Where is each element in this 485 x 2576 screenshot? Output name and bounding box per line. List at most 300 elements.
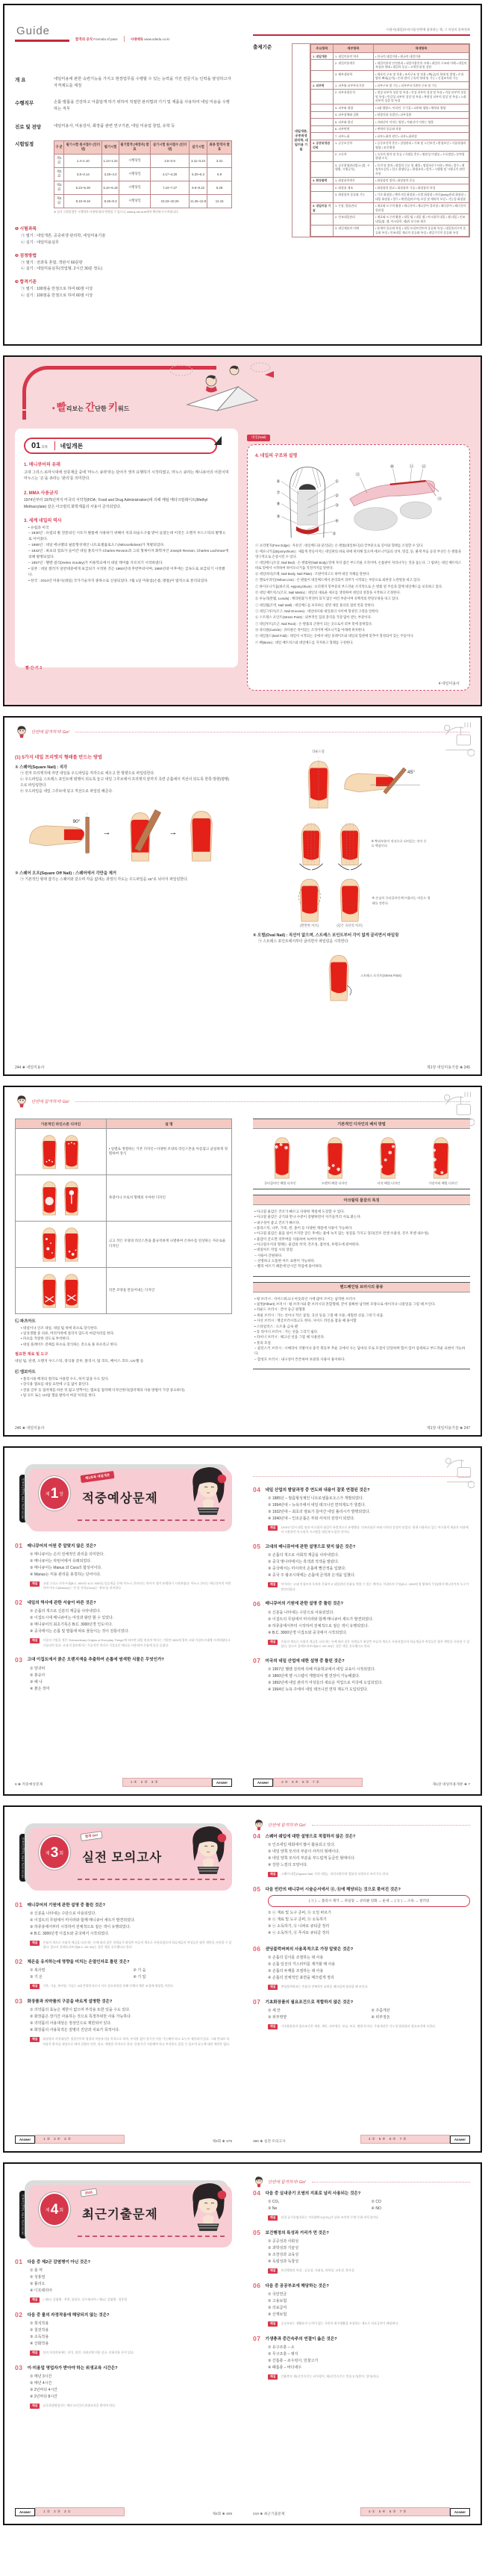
question-block: 06 다음 중 공공부조에 해당하는 것은? ① 국민연금 ② 고용보험 ③ 의료급여 ④ 산재보험 해설 공공부조는 생활유지 능력이 없는 국민의 최저생활을 보장하는 제도로 의료급여가 해당된다. — [253, 2282, 470, 2327]
svg-text:✽: ✽ — [387, 1151, 392, 1157]
question-option: ① 세 안 — [268, 2009, 281, 2013]
question-option: ② 성홍열 — [30, 2275, 46, 2280]
nail-structure-side-diagram — [345, 463, 442, 538]
woman-illustration — [187, 1463, 231, 1516]
question-option: ① 신분을 나타내는 수단으로 사용되었다. — [268, 1610, 334, 1615]
explanation-tag: 해설 — [30, 2404, 40, 2409]
dotted-rule — [75, 1101, 470, 1102]
topic-2-title: 2. MMA 사용금지 — [24, 491, 58, 496]
brush-heading: 핸드페인팅 브러시의 종류 — [253, 1282, 470, 1292]
brand-pass: 합격의 공식 Formula of pass — [75, 37, 118, 41]
question-option: ① 복사열 — [30, 1968, 46, 1973]
acrylic-line: • 아크릴수지의 형태는 물감의 착색, 건조성, 접착성, 투명도에 관여한다. — [254, 1242, 360, 1247]
history-line: • 일본 : 네일 컬러가 일반대중에게 보급되기 시작한 것은 1960년대 후반부터이며, 1980년대 이후에는 급속도로 보급되기 시작했다. — [28, 567, 225, 577]
svg-text:⑨: ⑨ — [275, 514, 280, 520]
criteria-table-row: 3. 공중위생관리학 1. 공중보건학 • 공중보건학 총론 • 질병관리 • 가족 및 노인보건 • 환경보건 • 식품위생과 영양 • 보건행정 — [311, 140, 469, 151]
schedule-table-row: 제2회 3.8~3.14 3.25~4.2 시행당일 4.17~4.20 5.20~6.2 6.9 — [54, 167, 232, 181]
question-block: 04 다음 중 실내공기 오염의 지표로 널리 사용되는 것은? ① CO₂ ② CO ③ Ne ④ NO 해설 실내 공기오염지표는 이산화탄소(CO₂)가 널리 쓰이며 무색·무취·비독성이다. — [253, 2189, 470, 2221]
topic-3-title: 3. 세계 네일의 역사 — [24, 519, 62, 523]
criteria-table-row: 2. 인조네일관리 • 재료와 도구의 활용 • 네일 팁 • 네일 랩 • 아크릴릭 네일 • 젤 네일 • 인조네일(팁, 랩, 아크릴릭, 젤)의 보수와 제거 — [311, 214, 469, 225]
anatomy-item: ⓑ 에포니키움(Eponychium) : 새롭게 만들어지는 네일판의 바로 위에 위치해 있으며 에포니키움의 상처, 벗김, 뜯, 붉게 부음 등의 부상은 손·발톱을 영구적으로 손상시킬 수 있다. — [255, 549, 462, 559]
question-block: 05 보건행정의 특성과 거리가 먼 것은? ① 공공성과 사회성 ② 과학성과 기술성 ③ 조장성과 교육성 ④ 독립성과 독창성 해설 보건행정의 특성 : 공공성, 사회성, 과학성, 교육성, 봉사성 — [253, 2229, 470, 2274]
question-block: 04 네일 산업의 발달과정 중 연도와 내용이 잘못 연결된 것은? ① 1885년 – 필름형성제인 니트로셀룰로오스가 개발되었다. ② 1994년대 – 뉴욕주에서 네일 테크니션 면허제도가 생겼다. ③ 1932년대 – 최초의 염료가 들어간 네일 폴리시가 발명되었다. ④ 1940년대 – 인조손톱은 부와 사치의 상징이 되었다. 해설 1970년 당시 네일 팁과 아크릴릭 네일이 폭발적으로 유행했다. 인조손톱은 부와 사치의 상징이 되었다. 현재 사용하고 있는 아크릴릭 제품은 치과에서 사용하던 아크릴릭 시스템을 네일에 도입한 것이다. — [253, 1486, 470, 1534]
woman-illustration — [187, 1822, 231, 1876]
criteria-table-row: 3. 피부와 영양 • 3대 영양소, 비타민, 무기질 • 피부와 영양 • 체형과 영양 — [311, 105, 469, 111]
anatomy-item: ⓗ 루눌라(반월, Lunula) : 케라틴화가 완전히 되지 않은 여린 부분이며 유백색의 반달모양을 띠고 있다. — [255, 597, 399, 601]
explanation-tag: 해설 — [30, 1638, 40, 1643]
anatomy-item: ⓜ 큐티클(Cuticle) : 큐티클은 죽어있는 조직이며 에포니키움 아래에 위치한다. — [255, 628, 366, 632]
chapter-title: 네일개론 — [60, 442, 84, 449]
spread-freeedge — [3, 716, 482, 1076]
spread-mock-exam — [3, 1805, 482, 2153]
embo-art-line: • 장식용 엠보를 네일 표면에 구김 없이 붙인다. — [21, 1382, 90, 1387]
criteria-table-row: 5. 네일미용 기술 1. 손톱, 발톱관리 • 재료와 도구의 활용 • 매니큐어 • 매니큐어 컬러링 • 페디큐어 • 페디큐어 컬러링 — [311, 202, 469, 214]
side-tab: 미용사(네일)·Nail Technician — [19, 1834, 27, 1882]
svg-text:①: ① — [334, 479, 339, 484]
acrylic-section — [253, 1195, 470, 1277]
explanation-tag: 해설 — [268, 2321, 278, 2327]
acrylic-line: • 플라스틱, 나무, 가죽, 천, 종이 등 다양한 재질에 사용이 가능하다. — [254, 1226, 353, 1231]
criteria-table-row: 2. 피부유형분석 • 정상 피부의 성상 및 특징 • 건성 피부의 성상 및 특징 • 지성 피부의 성상 및 특징 • 민감성 피부의 성상 및 특징 • 복합성 피부의 성상 및 특징 • 노화 피부의 성상 및 특징 — [311, 89, 469, 104]
svg-text:✽: ✽ — [433, 1168, 437, 1173]
fold-corner — [214, 436, 222, 445]
banner-title: 최근기출문제 — [82, 2208, 158, 2221]
placement-caption: 가장자리 배열 디자인 — [428, 1181, 457, 1185]
question-option: ② 1994년대 – 뉴욕주에서 네일 테크니션 면허제도가 생겼다. — [268, 1503, 366, 1508]
past-left-page — [4, 2164, 242, 2524]
finger-file-45-figure — [342, 756, 424, 803]
spread-expected-questions — [3, 1446, 482, 1796]
brush-line: • 롱 라이너 브러시 : 가는 선을 그리기 쉽다. — [254, 1329, 319, 1334]
question-option: ① 양귀비 — [30, 1666, 46, 1671]
anatomy-item: ⓒ 네일베드(조상, Nail Bed) : 손·발톱판(Nail Body) 밑에 자리 잡은 부드러운 조직이며, 손톱판이 자라나가는 것을 돕는다. 그 범위는 네일 매트릭스 바로 밑에서 시작하여 하이포니키움 직전까지를 말한다. — [255, 560, 462, 570]
svg-text:✽: ✽ — [337, 1167, 341, 1173]
criteria-table-row: 3. 해부생리학 • 세포의 구조 및 작용 • 조직구조 및 작용 • 뼈(골)의 형태 및 발생 • 손과 발의 뼈대(골격) • 손과 발의 근육의 형태 및 기능 • 신경조직과 기능 — [311, 71, 469, 82]
svg-text:✽: ✽ — [331, 1164, 336, 1169]
question-option: ② ⓐ 재료 및 도구 준비, ⓑ 소독하기 — [268, 1917, 327, 1922]
duty-text: 손톱·발톱을 건강하고 아름답게 하기 위하여 적절한 관리법과 기기 및 제품을 사용하여 네일 미용을 수행하는 직무 — [54, 100, 230, 112]
go-slogan: 단번에 합격하자! Go! — [31, 730, 69, 735]
gentle-curve-figure — [292, 874, 328, 923]
oval-step-1: ㉠ 스트레스 포인트에서부터 굴리면서 파일링을 시작한다. — [258, 940, 349, 944]
svg-text:⑫: ⑫ — [421, 464, 426, 470]
answer-strip-right: 4③ 5④ 6④ 7② Answer — [360, 2135, 470, 2144]
filing-direction-figure-2 — [333, 817, 367, 871]
question-option: ④ 산재보험 — [268, 2312, 287, 2317]
question-block: 06 매니큐어의 기원에 관한 설명 중 틀린 것은? ① 신분을 나타내는 수단으로 사용되었다. ② 이집트의 무덤에서 미이라와 함께 매니큐어 세트가 발견되었다. ③ 하류층에서부터 시작하여 전체적으로 짙은 색이 유행되었다. ④ B.C. 3000년경 이집트와 중국에서 시작되었다. 해설 손톱의 색으로 사회적 계급을 나타내는 등에 따라 짙은 적색류가 최상층 부류의 색으로 사용되었으며 하류계급의 여성들은 옅은 색만을 사용할 수 있었다. 참고로 클레오파트라(B.C. 69~30)는 짙은 색을 선호했다고 한다. — [253, 1599, 470, 1648]
tools-heading: 필요한 재료 및 도구 — [15, 1351, 48, 1357]
explanation-tag: 해설 — [30, 1581, 40, 1587]
spread-guide — [3, 4, 482, 346]
acrylic-line: • 아크릴 물감은 건조가 빠르고 다양한 재질에 도장할 수 있다. — [254, 1210, 345, 1213]
nail-tab-label: 네일(Nail) — [247, 435, 270, 441]
design-left-page — [4, 1110, 242, 1435]
method-section — [15, 252, 232, 273]
answer-strip-left: Answer 1② 2④ 3③ — [15, 2135, 125, 2144]
dotted-rule — [312, 2182, 470, 2183]
deep-curve-caption: (깊은 곡선의 커브) — [337, 924, 363, 927]
banner-dashed-line — [78, 2236, 225, 2237]
parts-art-heading: ㉡ 파츠아트 — [15, 1319, 36, 1324]
overview-row — [15, 76, 232, 89]
exam-schedule-table: 구 분 필기시험 원서접수 (인터넷) 필기시험 필기합격 (예정자) 발표 실기시험 원서접수 (인터넷) 실기시험 최종 합격자 발표 제1회 1.4~1.10 1.14~1.22 시행당일 2.6~2.9 3.11~3.24 3.31 제2회 3.8~3.14 3.25~4.2 시행당일 4.17~4.20 5.20~6.2 6.9 제3회 5.24~5.30 6.10~6.18 시행당일 7.24~7.27 9.9~9.22 9.29 제4회 8.10~8.16 8.26~9.3 시행당일 10.23~10.26 11.25~12.8 12.15 — [54, 140, 232, 208]
question-option: ④ 중국에서는 손톱 및 발톱에 따로 물들이는 것이 전통이었다. — [30, 1629, 129, 1634]
chapter-number: 01 — [31, 441, 41, 450]
question-option: ③ 간흡충 – 쇠우렁이, 민물고기 — [268, 2359, 319, 2363]
woman-illustration — [187, 2179, 231, 2233]
explanation-tag: 해설 — [30, 1941, 40, 1946]
criteria-table-row: 5. 피부와 광선 • 자외선이 미치는 영향 • 적외선이 미치는 영향 — [311, 119, 469, 125]
banner-card — [28, 2185, 232, 2247]
anatomy-item: ⓝ 네일폴드(Nail Fold) : 네일이 시작되는 곳에서 네일 플레이트와 네일의 혈관에 맞추어 형성되어 있는 주름이다. — [255, 634, 414, 638]
cuticle-line-design-nail — [269, 1133, 295, 1180]
anatomy-item: ⓔ 옐로우라인(Yellow Line) : 손·발톱이 네일베드에서 분리되어 피부가 시작되는 부분으로 외관상 노란빛을 띠고 있다. — [255, 578, 421, 582]
svg-text:⑦: ⑦ — [275, 490, 280, 495]
question-option: ③ 소독작용 — [30, 2335, 49, 2339]
question-option: ③ ⓐ 소독하기, ⓑ 니퍼로 큐티클 정리 — [268, 1924, 330, 1929]
paper-airplane-illustration — [165, 358, 277, 418]
guide-header — [15, 25, 232, 42]
stress-point-label: 스트레스 포인트(Stress Point) — [360, 973, 401, 977]
right-header-text: 미용사(네일)자격시험 단번에 합격하는 책, 그 이상의 알짜정보 — [386, 28, 470, 31]
oval-nail-figure — [322, 950, 356, 1002]
question-block: 01 매니큐어의 어원 중 알맞지 않은 것은? ① 매니큐어는 손의 전체적인 관리를 의미한다. ② 매니큐어는 라틴어에서 유래되었다. ③ 매니큐어는 Manus 와 Cura의 합성어이다. ④ Manus는 미용 관리를 총칭하는 단어이다. 해설 고대 그리스·로마시대(B.C. 500년~A.D. 500년) 상류계급 중에 ‘마누스 큐라’라는 단어가 생겨 유행하기 시작하였다. 마누스 큐라는 매니큐어의 어원이며 마누스(Manus)는 ‘손’을 큐라(Cura)는 ‘관리’를 의미한다. — [15, 1542, 231, 1590]
question-block: 03 이·미용업 영업자가 받아야 하는 위생교육 시간은? ① 매년 3시간 ② 매년 4시간 ③ 2년마다 4시간 ④ 2년마다 8시간 해설 공중위생영업자는 매년 3시간의 위생교육을 받아야 한다. — [15, 2364, 232, 2409]
chapter-card — [15, 429, 238, 668]
question-option: ③ 의약품의 사용대상은 정상인으로 제한되어 있다. — [30, 2021, 112, 2026]
question-option: ① 홍 역 — [30, 2268, 43, 2273]
question-option: ③ 기 온 — [30, 1975, 43, 1980]
question-option: ① 손톱의 길이를 조절하는 데 사용 — [268, 1956, 324, 1960]
acrylic-line: • 물감이 굳으면 리무버를 사용하여 녹여야 한다. — [254, 1236, 325, 1241]
svg-text:②: ② — [334, 493, 339, 498]
acrylic-line: – 사용이 간편하다. — [254, 1253, 283, 1257]
question-option: ③ 네일 양쪽 모서리 부분을 부드럽게 둥글린 형태이다. — [268, 1856, 356, 1861]
question-option: ① 국민연금 — [268, 2292, 287, 2297]
expected-right-page — [242, 1448, 481, 1794]
criteria-table-row: 3. 네일제품의 이해 • 용제의 종류와 특성 • 네일 트리트먼트의 종류와 특성 • 네일폴리시의 종류와 특성 • 인조네일 재료의 종류와 특성 • 네일기기의 종류와 특성 — [311, 225, 469, 236]
subjects-line: ㉠ 필기 : 네일개론, 공중위생 관리학, 네일미용기술 — [21, 233, 106, 238]
criteria-table: 주요항목 세부항목 세세항목 1. 네일개론 1. 네일미용의 역사 • 한국의 네일미용 • 외국의 네일미용 2. 네일미용개론 • 네일미용의 안전관리 • 네일미용인의 자세 • 네일의 구조와 이해 • 네일의 특성과 형태 • 네일의 분류 • 고객응대 및 상담 3. 해부생리학 • 세포의 구조 및 작용 • 조직구조 및 작용 • 뼈(골)의 형태 및 발생 • 손과 발의 뼈대(골격) • 손과 발의 근육의 형태 및 기능 • 신경조직과 기능 2. 피부학 1. 피부와 피부부속기관 • 피부구조 및 기능 • 피부부속기관의 구조 및 기능 2. 피부유형분석 • 정상 피부의 성상 및 특징 • 건성 피부의 성상 및 특징 • 지성 피부의 성상 및 특징 • 민감성 피부의 성상 및 특징 • 복합성 피부의 성상 및 특징 • 노화 피부의 성상 및 특징 3. 피부와 영양 • 3대 영양소, 비타민, 무기질 • 피부와 영양 • 체형과 영양 4. 피부장애와 질환 • 원발진과 속발진 • 피부질환 5. 피부와 광선 • 자외선이 미치는 영향 • 적외선이 미치는 영향 6. 피부면역 • 면역의 종류와 작용 7. 피부노화 • 피부노화의 원인 • 피부노화현상 3. 공중위생관리학 1. 공중보건학 • 공중보건학 총론 • 질병관리 • 가족 및 노인보건 • 환경보건 • 식품위생과 영양 • 보건행정 2. 소독학 • 소독의 정의 및 분류 • 미생물 총론 • 병원성 미생물 • 소독방법 • 분야별 위생·소독 3. 공중위생관리법규 (법, 시행령, 시행규칙) • 목적 및 정의 • 영업의 신고 및 폐업 • 영업자준수사항 • 면허 • 업무 • 행정지도감독 • 업소 위생등급 • 위생교육 • 벌칙 • 시행령 및 시행규칙 관련 사항 4. 화장품학 1. 화장품학개론 • 화장품의 정의 • 화장품의 분류 2. 화장품 제조 • 화장품의 원료 • 화장품의 기술 • 화장품의 특성 3. 화장품의 종류와 기능 • 기초 화장품 • 메이크업 화장품 • 모발 화장품 • 바디(body)관리 화장품 • 네일 화장품 • 향수 • 에센셜(아로마) 오일 및 캐리어 오일 • 기능성 화장품 5. 네일미용 기술 1. 손톱, 발톱관리 • 재료와 도구의 활용 • 매니큐어 • 매니큐어 컬러링 • 페디큐어 • 페디큐어 컬러링 2. 인조네일관리 • 재료와 도구의 활용 • 네일 팁 • 네일 랩 • 아크릴릭 네일 • 젤 네일 • 인조네일(팁, 랩, 아크릴릭, 젤)의 보수와 제거 3. 네일제품의 이해 • 용제의 종류와 특성 • 네일 트리트먼트의 종류와 특성 • 네일폴리시의 종류와 특성 • 인조네일 재료의 종류와 특성 • 네일기기의 종류와 특성 — [310, 44, 469, 237]
round-note-1: ※ 뿌리부분이 직선으로 되어있는 것이 중요 핵심이다. — [371, 839, 427, 847]
brush-line: – 합성모 브러시 : 내구성이 튼튼하여 보관과 사용이 용이하다. — [254, 1357, 345, 1361]
question-option: ② 이집트시대 매니큐어는 여성과 왕만 할 수 있었다. — [30, 1616, 114, 1621]
page-footer-right: 380 ❀ 실전 모의고사 — [253, 2140, 286, 2144]
career-row — [15, 123, 232, 130]
svg-text:✽: ✽ — [439, 1171, 444, 1176]
question-option: ② CO — [371, 2200, 381, 2204]
schedule-table-row: 제1회 1.4~1.10 1.14~1.22 시행당일 2.6~2.9 3.11~3.24 3.31 — [54, 154, 232, 167]
history-line: • 유럽과 미국 — [28, 526, 49, 530]
question-block: 01 매니큐어의 기원에 관한 설명 중 틀린 것은? ① 신분을 나타내는 수단으로 사용되었다. ② 이집트의 무덤에서 미이라와 함께 매니큐어 세트가 발견되었다. ③ 하류층에서부터 시작하여 전체적으로 짙은 색이 유행되었다. ④ B.C. 3000년경 이집트와 중국에서 시작되었다. 해설 손톱의 색으로 사회적 계급을 나타내는 등에 따라 짙은 적색류가 최상층 부류의 색으로 사용되었으며 하류계급의 여성들은 옅은 색만을 사용할 수 있었다. 참고로 클레오파트라(B.C. 69~30)는 짙은 색을 선호했다고 한다. — [15, 1901, 232, 1950]
question-option: ④ 2년마다 8시간 — [30, 2395, 57, 2399]
nail-slanted-file-figure — [116, 803, 165, 862]
duty-row — [15, 99, 232, 112]
square-step-3: ㉢ 우드파일을 네일 그루브에 넣고 직선으로 파일링 해준다. — [20, 790, 113, 794]
round-tag: 합격 Go! — [80, 1831, 102, 1841]
question-option: ① 인조네일 대회에서 많이 활용되고 있다. — [268, 1843, 336, 1847]
spread-past-exam — [3, 2162, 482, 2525]
svg-text:✽: ✽ — [432, 1148, 436, 1154]
svg-text:45°: 45° — [407, 769, 415, 775]
svg-text:✽: ✽ — [284, 1145, 289, 1151]
question-option: ① 의약품의 효능은 제한이 없으며 부작용 또한 있을 수도 있다. — [30, 2008, 131, 2013]
question-option: ② 기 습 — [133, 1968, 146, 1973]
svg-text:✽: ✽ — [391, 1145, 395, 1150]
question-option: ③ 1932년대 – 최초의 염료가 들어간 네일 폴리시가 발명되었다. — [268, 1510, 371, 1514]
question-block: 04 스퀘어 쉐입에 대한 설명으로 적절하지 않은 것은? ① 인조네일 대회에서 많이 활용되고 있다. ② 네일 양쪽 모서리 부분이 사각의 형태이다. ③ 네일 양쪽 모서리 부분을 부드럽게 둥글린 형태이다. ④ 강한 느낌의 모양이다. 해설 스퀘어 네일(Square Nail, 사각 네일) : 직각모양이며 발톱의 모양으로 쓰이기도 한다. — [253, 1832, 470, 1877]
question-option: ④ 산화작용 — [30, 2342, 49, 2346]
anatomy-item: ⓞ 뼈(Bone) : 네일 매트릭스와 네일베드를 지지하고 형태를 구성한다. — [255, 640, 354, 644]
dotted-rule — [312, 1825, 470, 1826]
edge-design-nail — [428, 1133, 454, 1180]
svg-text:③: ③ — [334, 503, 339, 508]
brush-line: • 라운드 브러시 : 끝이 둥근 원형붓 — [254, 1307, 306, 1312]
question-block: 02 다음 중 물의 자정작용에 해당되지 않는 것은? ① 희석작용 ② 침전작용 ③ 소독작용 ④ 산화작용 해설 물의 자정작용에는 희석, 침전, 자외선에 의한 살균, 산화작용 등이 있다. — [15, 2311, 232, 2356]
question-option: ① 신분을 나타내는 수단으로 사용되었다. — [30, 1911, 96, 1916]
gentle-curve-caption: (완만한 커브) — [300, 924, 319, 927]
freeedge-heading: (1) 5가지 네일 프리엣지 형태를 만드는 방법 — [15, 755, 102, 760]
question-option: ③ 손톱의 두께를 조절하는 데 사용 — [268, 1969, 324, 1973]
question-block: 07 미국의 네일 산업에 대한 설명 중 틀린 것은? ① 1957년 헬렌 걸리에 의해 미용학교에서 네일 교육이 시작되었다. ② 1860년에 젤 시스템이 개발되어 젤 연장이 가능해졌다. ③ 1892년에 네일 관리가 여성들의 새로운 직업으로 미국에 도입되었다. ④ 1994년 뉴욕 주에서 네일 테크니션 면허 제도가 도입되었다. — [253, 1657, 470, 1693]
embo-art-line: • 탑 코트 또는 UV탑 젤을 발라서 마감 처리를 한다. — [21, 1393, 96, 1398]
deep-curve-figure — [332, 874, 368, 923]
nail-structure-front-diagram — [275, 461, 340, 539]
question-option: ③ 중국에서는 미이라의 손톱에 빨간색을 입혔다. — [268, 1567, 346, 1572]
history-line: – 1885년 : 네일 에나멜의 필름형성제인 니트로셀룰로오스(Nitrocellulose)가 개발되었다. — [28, 544, 165, 548]
question-option: ② 주름개선 — [371, 2009, 390, 2013]
method-line: ㉠ 필기 : 전과목 혼합, 객관식 60문항 — [21, 260, 83, 265]
subjects-section — [15, 225, 232, 246]
design-row: 리본 모양을 만들어내는 디자인 — [16, 1267, 232, 1313]
explanation-tag: 해설 — [30, 2037, 40, 2042]
anatomy-item: ⓚ 스트레스 포인트(Stress Point) : 외부적인 힘의 충격을 가장 많이 받는 부분이다. — [255, 615, 372, 620]
rhinestone-nails-row3 — [37, 1224, 84, 1263]
svg-text:✽: ✽ — [275, 1145, 279, 1151]
question-option: ① ⓐ 재료 및 도구 준비, ⓑ 오일 바르기 — [268, 1911, 331, 1915]
question-block: 05 고대의 매니큐어에 관한 설명으로 맞지 않은 것은? ① 손톱의 색으로 사회적 계급을 나타내었다. ② 중국 명나라에서는 흑색과 적색을 발랐다. ③ 중국에서는 미이라의 손톱에 빨간색을 입혔다. ④ 중국 주 왕조시대에는 손톱에 금색과 은색을 입혔다. 해설 미이라는 고대 이집트의 독특한 문화이고 네일관리 문화를 엿볼 수 있는 예이다. 이집트의 무덤(B.C. 2000년경 왕족의 무덤)에서 매니큐어의 도구가 발견되었다. — [253, 1543, 469, 1591]
overview-text: 네일미용에 관한 숙련기능을 가지고 현장업무를 수행할 수 있는 능력을 가진 전문기능 인력을 양성하고자 자격제도를 제정 — [54, 77, 231, 88]
squareoff-step-1: ㉠ 기본적인 형태 잡기는 스퀘어와 같으며 각을 없애는 과정의 각도는 우드파일을 45°로 뉘어서 파일링한다. — [20, 878, 189, 883]
chapter-banner — [19, 1828, 232, 1891]
square-item: ① 스퀘어(Square Nail) : 직각 — [15, 765, 68, 770]
career-text: 네일미용사, 미용강사, 화장품 관련 연구기관, 네일 미용업 창업, 유학 등 — [54, 123, 175, 128]
parts-art-line: • 파츠를 적절한 강도로 부착한다. — [21, 1337, 70, 1341]
page-footer-right: 제1장 네일미용개론 ❀ 7 — [432, 1783, 470, 1787]
anatomy-item: ⓙ 네일그루브(조구, Nail Grooves) : 네일바디와 네일폴더 사이에 형성된 고랑을 말한다. — [255, 609, 380, 614]
answer-strip-right: Answer 4④ 5④ 6③ 7② — [253, 1778, 363, 1787]
question-option: ① 매니큐어는 손의 전체적인 관리를 의미한다. — [30, 1552, 104, 1557]
question-block: 01 다음 중 제2군 감염병이 아닌 것은? ① 홍 역 ② 성홍열 ③ 폴리오 ④ 디프테리아 해설 • 제2군 감염병 : 홍역, 폴리오, 디프테리아 • 제3군 감염병 : 성홍열 — [15, 2258, 232, 2303]
page-footer-left: 제4회 ❀ 409 — [212, 2513, 232, 2516]
redkey-left-page — [15, 429, 238, 675]
history-line: • 한국 : 2014년 미용사(네일) 국가기술자격 종목으로 신설되었다. 7월 1일 미용업(손톱, 발톱)이 법적으로 분리되었다. — [28, 579, 209, 583]
placement-section — [253, 1119, 470, 1189]
criteria-table-row: 2. 소독학 • 소독의 정의 및 분류 • 미생물 총론 • 병원성 미생물 • 소독방법 • 분야별 위생·소독 — [311, 151, 469, 162]
arrow-icon: → — [169, 828, 178, 838]
question-option: ② 네일 양쪽 모서리 부분이 사각의 형태이다. — [268, 1849, 340, 1854]
method-line: ㉡ 실기 : 네일미용실무(작업형, 2시간 30분 정도) — [21, 267, 103, 272]
mascot-icon — [15, 1095, 28, 1108]
history-line: – 1957년 : 헬렌 걸리(Helen Gouley)가 미용학교에서 네일 케어를 가르치기 시작하였다. — [28, 561, 163, 565]
schedule-label: 시험일정 — [15, 141, 34, 147]
explanation-tag: 해설 — [30, 2351, 40, 2356]
question-option: ④ 디프테리아 — [30, 2289, 53, 2293]
freeedge-left-page — [4, 740, 242, 1074]
embo-art-heading: ㉢ 엠보아트 — [15, 1370, 36, 1375]
question-option: ③ 폴리오 — [30, 2282, 46, 2286]
past-right-page — [242, 2164, 481, 2524]
square-nail-result-figure — [182, 803, 221, 862]
squareoff-item: ② 스퀘어 오프(Square Off Nail) : 스퀘어에서 각만을 제거 — [15, 871, 116, 877]
explanation-tag: 해설 — [268, 2374, 278, 2380]
brush-line: • 세필 브러시 : 가는 선이나 작은 꽃잎, 곡선 등을 그릴 때 사용, 세밀한 선을 그리기 쉬움 — [254, 1313, 384, 1317]
year-tag: 2016 — [80, 2188, 97, 2197]
mascot-icon — [253, 2176, 265, 2188]
round-circle: 제 4 회 — [39, 2192, 70, 2227]
question-option: ④ 강한 느낌의 모양이다. — [268, 1863, 308, 1867]
page-footer-left: 6 ❀ 적중예상문제 — [15, 1783, 43, 1787]
diagonal-design-nail — [375, 1133, 401, 1180]
question-option: ② 매년 4시간 — [30, 2381, 52, 2386]
criteria-table-row: 7. 피부노화 • 피부노화의 원인 • 피부노화현상 — [311, 133, 469, 140]
spread-redkey — [3, 355, 482, 706]
guide-right-page — [242, 5, 481, 344]
answer-tag: Answer — [212, 1779, 232, 1787]
redkey-right-page — [247, 429, 470, 691]
question-option: ③ 헤 나 — [30, 1679, 43, 1684]
procedure-sequence-box: ( ⓐ ) → 폴리시 제거 → 파일링 → 큐티클 연화 → 둔세 → ( ⓑ ) → 소독 → 컬러링 — [268, 1895, 470, 1907]
chapter-banner — [19, 2185, 232, 2247]
parts-art-line: • 일상생활 중 의류, 머리카락에 걸리지 않도록 마감처리를 한다. — [21, 1331, 115, 1335]
question-block: 06 샌딩블럭버퍼의 사용목적으로 가장 알맞은 것은? ① 손톱의 길이를 조절하는 데 사용 ② 손톱 일선의 거스러미를 제거할 때 사용 ③ 손톱의 두께를 조절하는 데 사용 ④ 손톱의 전체적인 표면을 매끄럽게 정리 해설 샌딩블럭버퍼는 손톱의 전체적인 표면을 매끄럽게 정리할 때 쓰인다. — [253, 1945, 470, 1990]
answer-strip-right: 4① 5④ 6③ 7③ Answer — [360, 2507, 470, 2516]
method-title: ❷ 검정방법 — [15, 253, 37, 258]
history-line: – 1830년 : 유럽의 발 전문의인 시트가 발톱에 사용하기 위해서 치과 의술도구를 받아 들였는데 이것은 오렌지 우드스틱의 발명으로 이어졌다. — [28, 532, 226, 542]
mascot-icon — [253, 1819, 265, 1831]
brush-line: – 콜린스키 브러시 : 시베리아 지방이나 중국 북동부 추운 곳에서 사는 담비의 모로 모질이 단단하며 힘이 있어 섬세하고 부드러운 표현이 가능하다. — [254, 1345, 466, 1356]
go-slogan: 단번에 합격하자! Go! — [268, 1823, 306, 1828]
pass-title: ❸ 합격기준 — [15, 280, 37, 285]
pill-divider — [54, 441, 56, 450]
question-option: ② 무구조충 – 돼지 — [268, 2352, 298, 2356]
topic-2-body: 1974년부터 1975년까지 미국의 식약청(FDA ; Food and Drug Administration)에 의해 메틸 메타크릴레이트(Methyl Methacrylate) 같은 아크릴릭 화학제품의 사용이 금지되었다. — [24, 498, 208, 509]
explanation-tag: 해설 — [268, 1525, 278, 1531]
svg-text:90°: 90° — [72, 819, 81, 825]
schedule-note: ※ 실기 시험일정은 시행처의 사정에 따라 변경될 수 있으니, www.q-net.or.kr에서 확인하시기 바랍니다. — [54, 210, 179, 214]
question-option: ② 매니큐어는 라틴어에서 유래되었다. — [30, 1559, 92, 1564]
acrylic-line: • 아크릴 물감은 공기와 만나 수분이 증발하면서 자기들끼리 서로 붙는다. — [254, 1215, 362, 1219]
criteria-table-row: 6. 피부면역 • 면역의 종류와 작용 — [311, 125, 469, 132]
acrylic-heading: 아크릴릭 물감의 특징 — [253, 1195, 470, 1205]
criteria-table-row: 3. 화장품의 종류와 기능 • 기초 화장품 • 메이크업 화장품 • 모발 화장품 • 바디(body)관리 화장품 • 네일 화장품 • 향수 • 에센셜(아로마) 오일 및 캐리어 오일 • 기능성 화장품 — [311, 191, 469, 202]
anatomy-item: ⓛ 네일루트(조근, Nail Root) : 손·발톱의 근원이 되는 곳으로서 피부 밑에 묻혀있다. — [255, 621, 373, 626]
question-block: 07 기생충과 중간숙주의 연결이 옳은 것은? ① 유구조충 – 소 ② 무구조충 – 돼지 ③ 간흡충 – 쇠우렁이, 민물고기 ④ 폐흡충 – 바다새우 해설 간흡충의 제1중간숙주는 쇠우렁이, 제2중간숙주는 민물고기(붕어, 잉어)이다. — [253, 2335, 470, 2380]
subjects-title: ❶ 시험과목 — [15, 226, 37, 231]
question-option: ① 1957년 헬렌 걸리에 의해 미용학교에서 네일 교육이 시작되었다. — [268, 1667, 376, 1673]
criteria-label: 출제기준 — [253, 45, 272, 50]
criteria-table-row: 2. 피부학 1. 피부와 피부부속기관 • 피부구조 및 기능 • 피부부속기관의 구조 및 기능 — [311, 82, 469, 89]
explanation-tag: 해설 — [268, 2268, 278, 2274]
question-option: ③ 하류층에서부터 시작하여 전체적으로 짙은 색이 유행되었다. — [30, 1925, 131, 1929]
red-rule — [253, 34, 470, 36]
question-option: ④ 화장품의 사용목적은 질병의 진단과 치료가 목적이다. — [30, 2028, 120, 2033]
svg-text:⑥: ⑥ — [275, 479, 280, 484]
redkey-title: • 빨리보는 간단한 키워드 — [52, 402, 130, 413]
question-option: ① 손톱의 색으로 사회적 계급을 나타내었다. — [268, 1553, 339, 1558]
go-header — [253, 1816, 470, 1832]
anatomy-item: ⓕ 하이포니키움(하조피, Hyponychium) : 프리엣지 밑부분의 부드러운 조직막으로 손·발톱 옆 주름과 함께 네일베드를 보호하고 있다. — [255, 584, 443, 588]
guide-title: Guide — [15, 25, 69, 42]
question-option: ④ 손톱의 전체적인 표면을 매끄럽게 정리 — [268, 1976, 334, 1980]
answer-tag: Answer — [450, 2508, 470, 2516]
expected-left-page — [4, 1448, 242, 1794]
page-footer-right: 제1장 네일미용기술 ❀ 247 — [426, 1426, 470, 1431]
question-option: ③ 의료급여 — [268, 2306, 287, 2310]
square-step-1: ㉠ 먼저 프리엣지에 자연 네일용 우드파일을 직각으로 세우고 한 방향으로 파일링한다. — [20, 772, 155, 776]
chapter-pill — [24, 438, 217, 454]
placement-caption: 큐티클라인 배열 디자인 — [263, 1181, 296, 1185]
rhinestone-design-table: 기본적인 라인스톤 디자인 설 명 • 일렬로 정렬하는 기본 디자인 • 다양한 모양의 라인스톤을 아름답고 균일하게 정렬하여 장식 목걸이나 브로치 형태의 우아한 디자인 크고 작은 모양의 라인스톤을 불규칙하게 나열하여 은하수를 연상하는 자유로운 디자인 리본 모양을 만들어내는 디자인 — [15, 1119, 232, 1314]
topic-1-title: 1. 매니큐어의 유래 — [24, 463, 60, 467]
anatomy-item: ⓐ 프리엣지(Free Edge) : 자유연 : 네일베드와 분리되는 손·발톱(네일바디)의 끝부분으로 길이와 형태를 조절할 수 있다. — [255, 543, 424, 547]
dashed-content-box — [247, 444, 470, 691]
svg-text:✽: ✽ — [279, 1142, 284, 1148]
question-block: 07 기초화장품의 필요조건으로 적합하지 않은 것은? ① 세 안 ② 주름개선 ③ 피부영양 ④ 피부정돈 해설 기초화장품의 필요조건은 세정, 세안, 피부정돈, 보습, 보호, 영양 등이다. 주름개선은 기능성 화장품의 필요조건에 속한다. — [253, 1998, 470, 2029]
anatomy-item: ⓖ 네일 매트릭스(조모, Nail Matrix) : 네일의 새로운 세포를 생성하여 네일의 성장을 시작하고 조정한다. — [255, 591, 401, 595]
parts-art-line: • 네일 플레이트 전체를 파츠로 장식하는 것으로 풀 파츠라고 한다. — [21, 1342, 118, 1346]
svg-text:⑪: ⑪ — [409, 464, 413, 470]
question-option: ③ 2년마다 4시간 — [30, 2388, 57, 2392]
anatomy-heading: 4. 네일의 구조와 설명 — [255, 453, 298, 458]
brush-line: • 스타일러스 : 도트용 금속 펜 — [254, 1324, 298, 1328]
overview-label: 개 요 — [15, 78, 26, 83]
question-option: ② 고용보험 — [268, 2299, 287, 2303]
question-option: ② 봉숭아 — [30, 1673, 46, 1678]
answer-tag: Answer — [15, 2135, 35, 2144]
question-option: ① 1885년 – 필름형성제인 니트로셀룰로오스가 개발되었다. — [268, 1496, 364, 1501]
page-footer-left: 246 ❀ 네일미용사 — [15, 1426, 45, 1431]
explanation-tag: 해설 — [268, 1985, 278, 1990]
question-option: ② 중국 명나라에서는 흑색과 적색을 발랐다. — [268, 1560, 339, 1565]
go-slogan: 단번에 합격하자! Go! — [31, 1100, 69, 1104]
brush-line: • 라이너 브러시 : 체크선 선을 그릴 때 사용된다. — [254, 1335, 325, 1340]
question-option: ④ 붉은 장미 — [30, 1686, 50, 1691]
placement-caption: 사선 배열 디자인 — [377, 1181, 401, 1185]
side-tab: 미용사(네일)·Nail Technician — [19, 1475, 27, 1522]
banner-dashed-line — [78, 1519, 225, 1521]
page-footer-left: 244 ❀ 네일미용사 — [15, 1065, 45, 1070]
svg-text:⑤: ⑤ — [331, 531, 336, 536]
question-option: ④ B.C. 3000년경 이집트와 중국에서 시작되었다. — [268, 1630, 348, 1635]
square-step-2: ㉡ 우드파일을 스트레스 포인트에 평행이 되도록 놓고 네일 그루브에서 프리엣지 끝까지 측면 손톱에서 직선이 되도록 한쪽 방향(평행)으로 파일링한다. — [20, 778, 230, 788]
page-footer-right: 제1장 네일미용기술 ❀ 245 — [426, 1065, 470, 1070]
explanation-tag: 해설 — [268, 2215, 278, 2221]
brush-line: • 사선 브러시 : 앵글브러시라고도 한다. 사이드 라인을 잡을 때 용이함 — [254, 1319, 357, 1323]
mascot-icon — [15, 725, 28, 738]
chapter-suffix: 과목 — [41, 445, 48, 449]
banner-title: 적중예상문제 — [82, 1492, 158, 1505]
round-note-2: ※ 손님의 큐티클라인에 어울리는 라운드 형태를 정한다. — [372, 896, 431, 905]
brush-line: • 필벗(Filbert) 브러시 : 평 브러시와 환 브러시의 혼합형태, 끝이 뭉툭한 납작한 모양으로 데이지나 나뭇잎을 그릴 때 쓰인다. — [254, 1302, 436, 1307]
question-block: 02 체온을 유지하는데 영향을 미치는 온열인자로 틀린 것은? ① 복사열 ② 기 습 ③ 기 온 ④ 기 압 해설 기온, 기습, 복사열, 기류는 4대 온열인자로서 서로 상호작용을 통해 인체의 체온 조절에 영향을 끼친다. — [15, 1958, 232, 1989]
question-option: ④ Manus는 미용 관리를 총칭하는 단어이다. — [30, 1572, 101, 1577]
question-option: ② 이집트의 무덤에서 미이라와 함께 매니큐어 세트가 발견되었다. — [268, 1617, 374, 1622]
banner-card — [28, 1469, 232, 1531]
criteria-table-row: 4. 화장품학 1. 화장품학개론 • 화장품의 정의 • 화장품의 분류 — [311, 177, 469, 184]
guide-left-page — [4, 5, 242, 344]
mock-right-page — [242, 1807, 481, 2151]
